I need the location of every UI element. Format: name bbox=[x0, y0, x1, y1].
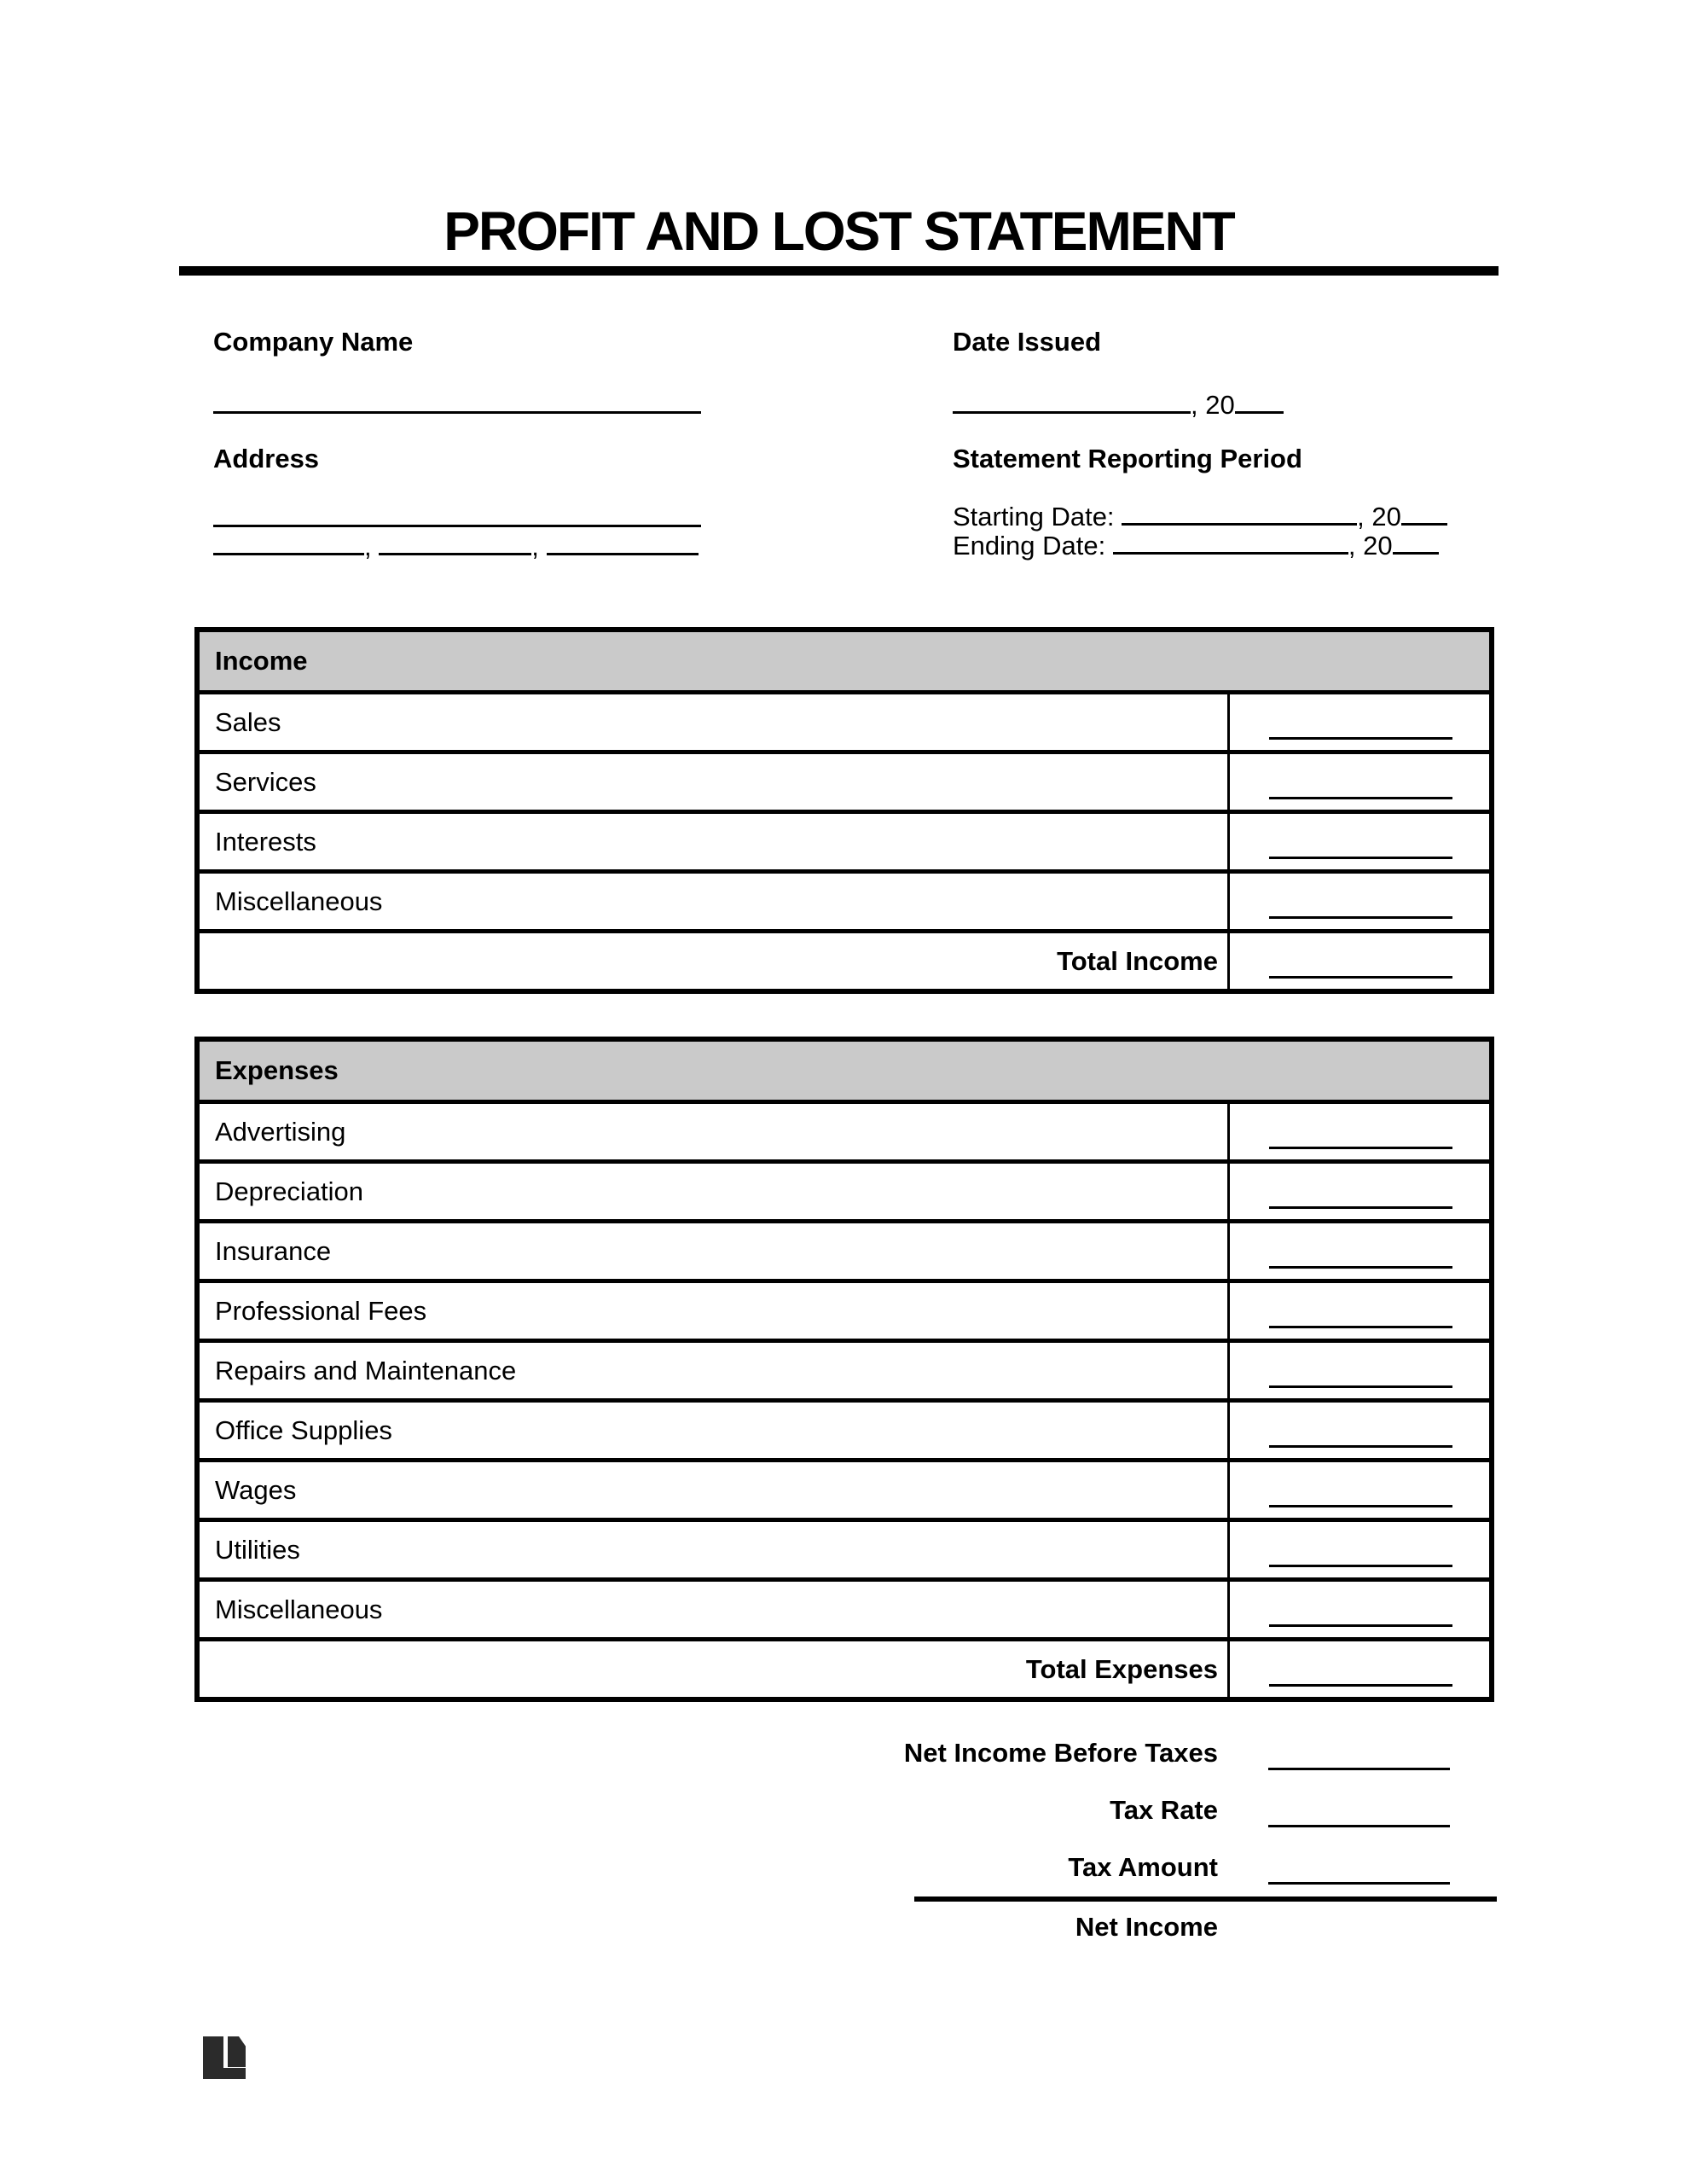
address-label: Address bbox=[213, 444, 320, 473]
amount-blank-line[interactable] bbox=[1269, 1266, 1452, 1269]
title-rule bbox=[179, 266, 1499, 276]
tax-rate-label: Tax Rate bbox=[1110, 1795, 1218, 1825]
date-issued-label: Date Issued bbox=[953, 327, 1102, 357]
income-table bbox=[194, 627, 1494, 994]
amount-blank-line[interactable] bbox=[1269, 1147, 1452, 1149]
amount-blank-line[interactable] bbox=[1269, 1206, 1452, 1209]
income-header-label: Income bbox=[215, 646, 308, 676]
expense-item-label: Insurance bbox=[215, 1235, 332, 1266]
amount-cell bbox=[1227, 1104, 1489, 1159]
amount-cell bbox=[1227, 1641, 1489, 1697]
date-issued-blank-line[interactable] bbox=[953, 391, 1191, 414]
amount-blank-line[interactable] bbox=[1269, 1385, 1452, 1388]
logo-page-shape bbox=[228, 2036, 246, 2067]
expense-item-label: Office Supplies bbox=[215, 1414, 392, 1445]
income-item-label: Sales bbox=[215, 706, 281, 737]
ending-date-year-blank-line[interactable] bbox=[1393, 531, 1439, 555]
legal-templates-logo-icon bbox=[203, 2036, 246, 2079]
address-zip-blank-line[interactable] bbox=[547, 532, 699, 555]
amount-blank-line[interactable] bbox=[1269, 1565, 1452, 1567]
expense-item-label: Wages bbox=[215, 1474, 297, 1505]
table-row bbox=[200, 1518, 1489, 1577]
income-table-header bbox=[200, 632, 1489, 690]
address-street-blank-line[interactable] bbox=[213, 525, 701, 527]
income-item-label: Services bbox=[215, 766, 316, 797]
amount-cell bbox=[1227, 754, 1489, 810]
company-name-blank-line[interactable] bbox=[213, 411, 701, 414]
table-row bbox=[200, 1100, 1489, 1159]
total-income-label: Total Income bbox=[1057, 945, 1218, 976]
expense-item-label: Professional Fees bbox=[215, 1295, 427, 1326]
amount-cell bbox=[1227, 1582, 1489, 1637]
date-issued-year-prefix: , 20 bbox=[1191, 390, 1235, 420]
ending-date-row bbox=[953, 531, 1439, 559]
expenses-table bbox=[194, 1037, 1494, 1702]
amount-blank-line[interactable] bbox=[1269, 976, 1452, 979]
comma-separator: , bbox=[531, 531, 539, 561]
income-item-label: Interests bbox=[215, 826, 316, 857]
table-row bbox=[200, 1279, 1489, 1339]
amount-cell bbox=[1227, 1462, 1489, 1518]
table-row bbox=[200, 810, 1489, 869]
amount-cell bbox=[1227, 1403, 1489, 1458]
amount-cell bbox=[1227, 1283, 1489, 1339]
amount-blank-line[interactable] bbox=[1269, 1326, 1452, 1328]
summary-total-rule bbox=[914, 1896, 1497, 1902]
amount-blank-line[interactable] bbox=[1269, 916, 1452, 919]
amount-blank-line[interactable] bbox=[1269, 1505, 1452, 1507]
date-issued-year-blank-line[interactable] bbox=[1235, 391, 1284, 414]
tax-amount-blank-line[interactable] bbox=[1268, 1882, 1450, 1885]
ending-date-year-prefix: , 20 bbox=[1348, 531, 1393, 561]
expense-item-label: Miscellaneous bbox=[215, 1594, 383, 1624]
amount-cell bbox=[1227, 1343, 1489, 1398]
net-income-label: Net Income bbox=[1075, 1912, 1218, 1942]
starting-date-blank-line[interactable] bbox=[1122, 502, 1357, 526]
page-title: PROFIT AND LOST STATEMENT bbox=[443, 200, 1234, 262]
tax-amount-label: Tax Amount bbox=[1068, 1852, 1218, 1882]
amount-cell bbox=[1227, 694, 1489, 750]
address-city-blank-line[interactable] bbox=[213, 532, 364, 555]
company-name-label: Company Name bbox=[213, 327, 414, 357]
amount-blank-line[interactable] bbox=[1269, 1445, 1452, 1448]
expenses-table-header bbox=[200, 1042, 1489, 1100]
tax-rate-blank-line[interactable] bbox=[1268, 1825, 1450, 1827]
date-issued-row bbox=[953, 391, 1284, 418]
table-row bbox=[200, 1219, 1489, 1279]
table-row bbox=[200, 869, 1489, 929]
amount-cell bbox=[1227, 1223, 1489, 1279]
starting-date-label: Starting Date: bbox=[953, 502, 1115, 531]
address-city-state-zip-row bbox=[213, 532, 699, 560]
expenses-header-label: Expenses bbox=[215, 1055, 339, 1085]
amount-blank-line[interactable] bbox=[1269, 737, 1452, 740]
amount-blank-line[interactable] bbox=[1269, 1684, 1452, 1687]
total-expenses-row bbox=[200, 1637, 1489, 1697]
total-income-row bbox=[200, 929, 1489, 989]
expense-item-label: Repairs and Maintenance bbox=[215, 1355, 517, 1385]
reporting-period-label: Statement Reporting Period bbox=[953, 444, 1302, 473]
ending-date-label: Ending Date: bbox=[953, 531, 1106, 561]
table-row bbox=[200, 690, 1489, 750]
starting-date-year-prefix: , 20 bbox=[1357, 502, 1401, 531]
amount-cell bbox=[1227, 933, 1489, 989]
income-item-label: Miscellaneous bbox=[215, 886, 383, 916]
table-row bbox=[200, 1458, 1489, 1518]
ending-date-blank-line[interactable] bbox=[1113, 531, 1348, 555]
amount-cell bbox=[1227, 1522, 1489, 1577]
net-income-before-taxes-blank-line[interactable] bbox=[1268, 1768, 1450, 1770]
amount-blank-line[interactable] bbox=[1269, 1624, 1452, 1627]
table-row bbox=[200, 1398, 1489, 1458]
amount-blank-line[interactable] bbox=[1269, 797, 1452, 799]
amount-blank-line[interactable] bbox=[1269, 857, 1452, 859]
expense-item-label: Utilities bbox=[215, 1534, 300, 1565]
address-state-blank-line[interactable] bbox=[379, 532, 531, 555]
starting-date-year-blank-line[interactable] bbox=[1401, 502, 1447, 526]
starting-date-row bbox=[953, 502, 1447, 530]
amount-cell bbox=[1227, 1164, 1489, 1219]
net-income-before-taxes-label: Net Income Before Taxes bbox=[903, 1738, 1218, 1768]
logo-bottom-bar bbox=[203, 2068, 246, 2079]
table-row bbox=[200, 1339, 1489, 1398]
amount-cell bbox=[1227, 814, 1489, 869]
comma-separator: , bbox=[364, 531, 372, 561]
table-row bbox=[200, 1159, 1489, 1219]
expense-item-label: Depreciation bbox=[215, 1176, 364, 1206]
amount-cell bbox=[1227, 874, 1489, 929]
total-expenses-label: Total Expenses bbox=[1025, 1653, 1218, 1684]
expense-item-label: Advertising bbox=[215, 1116, 346, 1147]
table-row bbox=[200, 750, 1489, 810]
table-row bbox=[200, 1577, 1489, 1637]
